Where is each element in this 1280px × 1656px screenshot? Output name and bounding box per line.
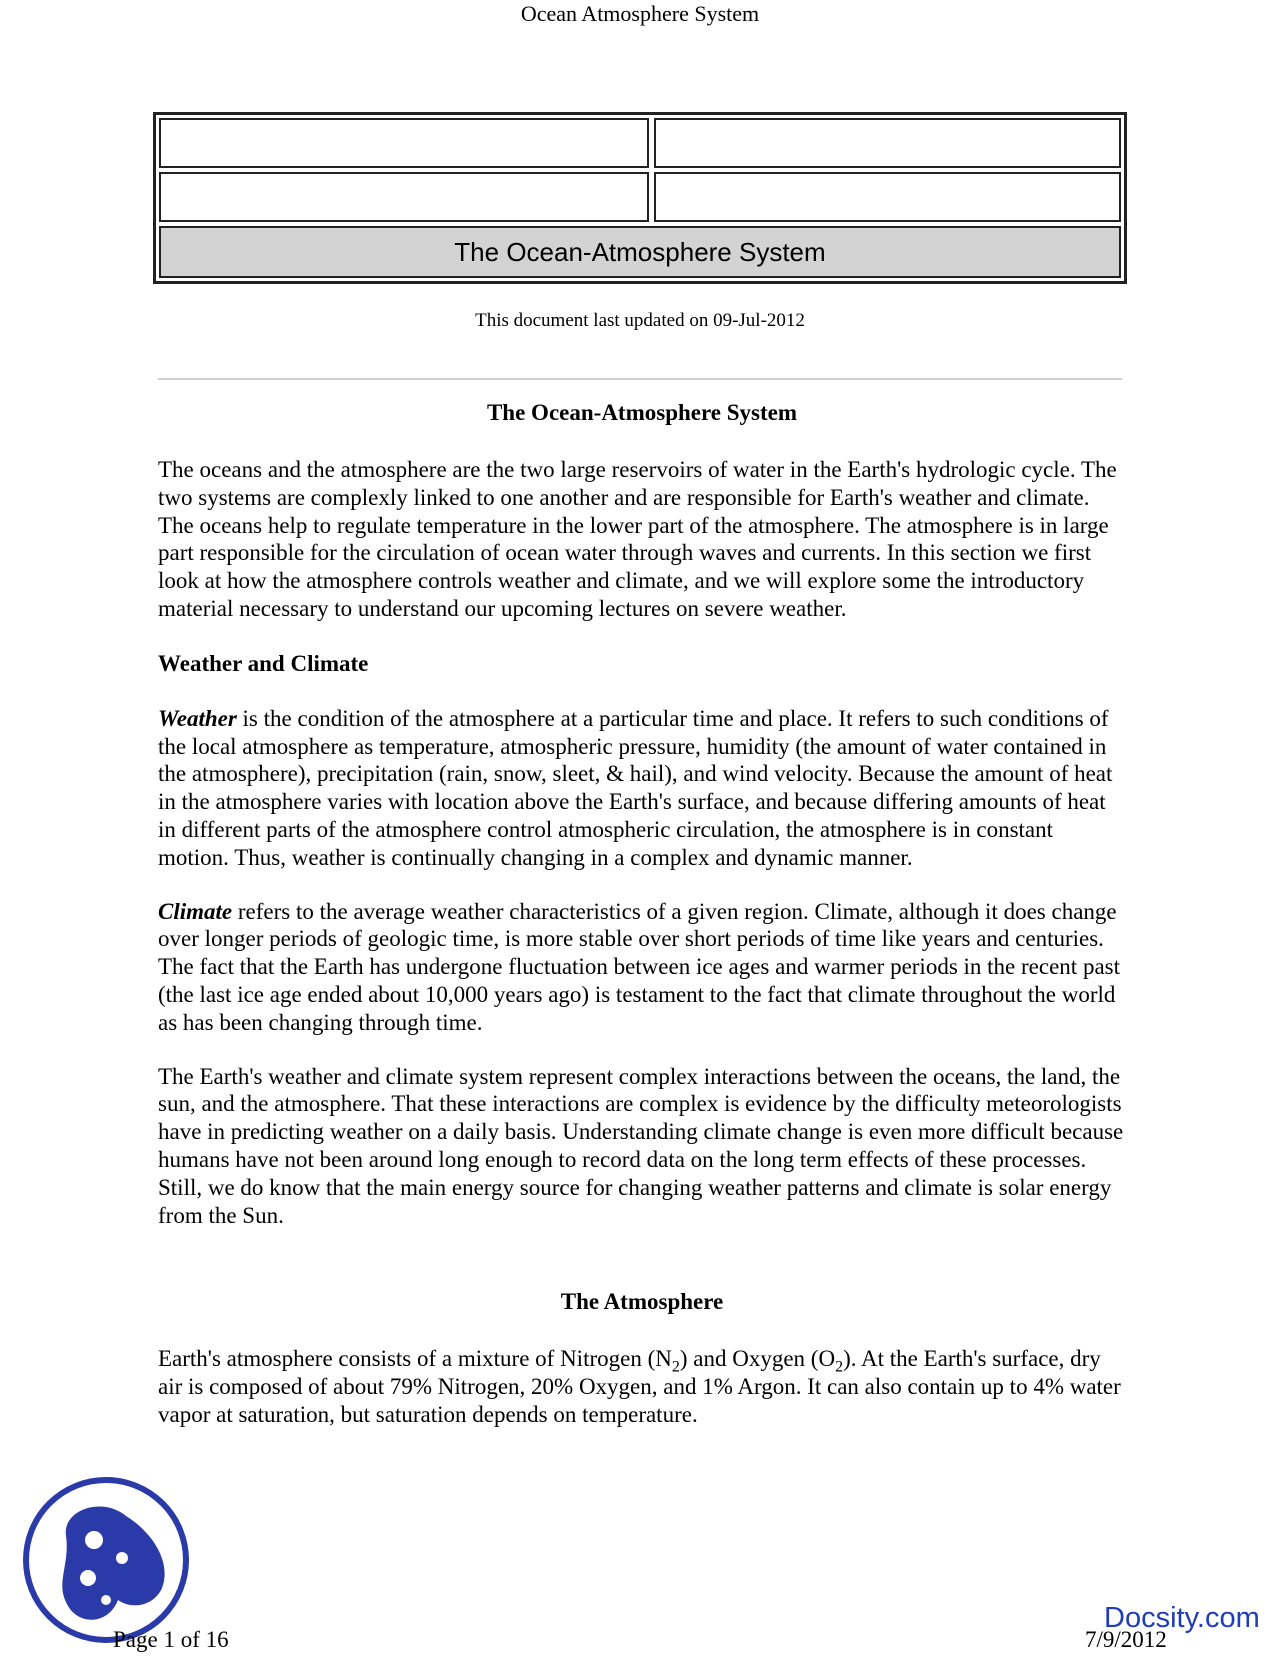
title-table-cell: [159, 172, 649, 222]
interactions-paragraph: The Earth's weather and climate system represent complex interactions between the oceans, the land, the sun, and the atmosphere. That these interactions are complex is evidence by the difficulty meteorologists have in predicting weather on a daily basis. Understanding climate change is even more difficult because humans have not been around long enough to record data on the long term effects of these processes. Still, we do know that the main energy source for changing weather patterns and climate is solar energy from the Sun.: [158, 1063, 1124, 1228]
title-table-cell: [654, 118, 1121, 168]
document-body: [158, 396, 1126, 1429]
climate-paragraph: [158, 898, 1126, 1037]
weather-term: Weather: [158, 705, 237, 731]
brand-watermark: Docsity.com: [1104, 1602, 1260, 1634]
running-header: Ocean Atmosphere System: [520, 1, 760, 26]
intro-paragraph: The oceans and the atmosphere are the two large reservoirs of water in the Earth's hydrologic cycle. The two systems are complexly linked to one another and are responsible for Earth's weather and climate. The oceans help to regulate temperature in the lower part of the atmosphere. The atmosphere is in large part responsible for the circulation of ocean water through waves and currents. In this section we first look at how the atmosphere controls weather and climate, and we will explore some the introductory material necessary to understand our upcoming lectures on severe weather.: [158, 457, 1117, 621]
last-updated-note: This document last updated on 09-Jul-2012: [475, 310, 805, 331]
weather-definition: is the condition of the atmosphere at a particular time and place. It refers to such conditions of the local atmosphere as temperature, atmospheric pressure, humidity (the amount of water contained in the atmosphere), precipitation (rain, snow, sleet, & hail), and wind velocity. Because the amount of heat in the atmosphere varies with location above the Earth's surface, and because differing amounts of heat in different parts of the atmosphere control atmospheric circulation, the atmosphere is in constant motion. Thus, weather is continually changing in a complex and dynamic manner.: [158, 705, 1113, 870]
page-number: Page 1 of 16: [113, 1627, 229, 1652]
title-banner: The Ocean-Atmosphere System: [159, 226, 1121, 278]
docsity-logo-icon: [22, 1476, 190, 1644]
climate-term: Climate: [158, 898, 233, 924]
title-table-cell: [654, 172, 1121, 222]
section-heading: The Ocean-Atmosphere System: [486, 400, 798, 425]
atmosphere-paragraph: Earth's atmosphere consists of a mixture of Nitrogen $(N_2)$ and Oxygen $(O_2)$. At the Earth's surface, dry air is composed of about 79% Nitrogen, 20% Oxygen, and 1% Argon. It can also contain up to 4% water vapor at saturation, but saturation depends on temperature.: [158, 1346, 1121, 1427]
title-table: [153, 112, 1127, 284]
weather-paragraph: [158, 705, 1126, 872]
footer-date: 7/9/2012: [1085, 1627, 1167, 1652]
title-table-cell: [159, 118, 649, 168]
subsection-heading: Weather and Climate: [158, 650, 369, 676]
climate-definition: refers to the average weather characteristics of a given region. Climate, although it does change over longer periods of geologic time, is more stable over short periods of time like years and centuries. The fact that the Earth has undergone fluctuation between ice ages and warmer periods in the recent past (the last ice age ended about 10,000 years ago) is testament to the fact that climate throughout the world as has been changing through time.: [158, 898, 1120, 1035]
horizontal-divider: [158, 378, 1122, 380]
section-heading: The Atmosphere: [560, 1289, 724, 1315]
